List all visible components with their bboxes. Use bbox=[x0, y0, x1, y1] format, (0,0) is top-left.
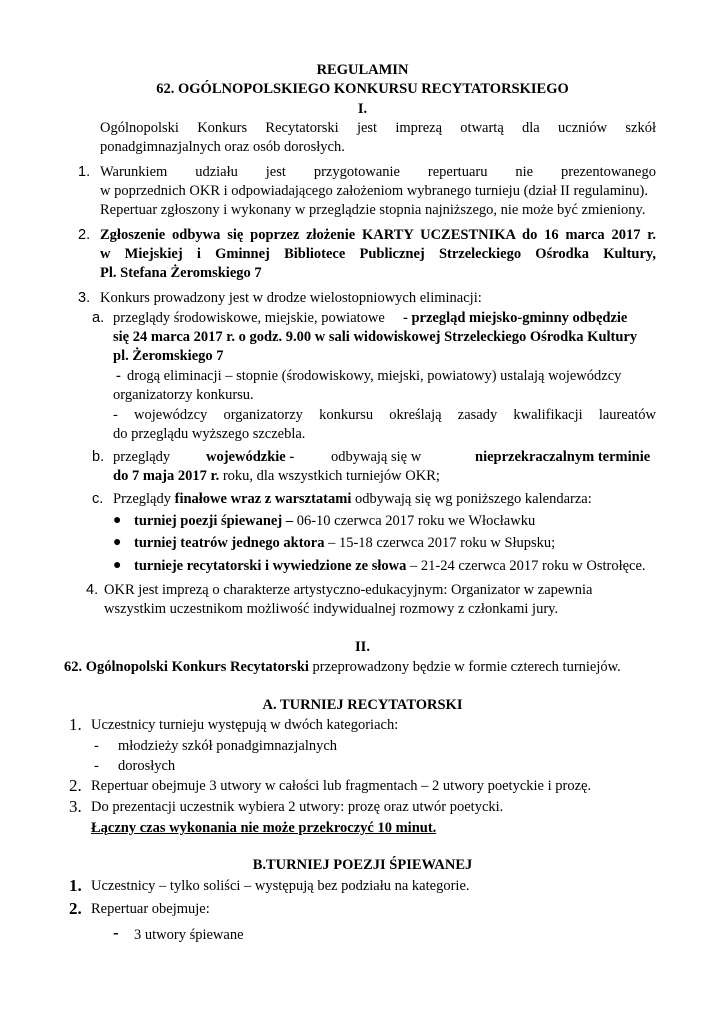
calendar-item-name: turniej teatrów jednego aktora bbox=[134, 535, 325, 551]
section2-intro-rest: przeprowadzony będzie w formie czterech turniejów. bbox=[308, 659, 621, 675]
sub-letter: b. bbox=[92, 449, 105, 465]
calendar-item-name: turniej poezji śpiewanej – bbox=[134, 513, 294, 529]
turniej-b-heading: B.TURNIEJ POEZJI ŚPIEWANEJ bbox=[252, 857, 473, 873]
item-number: 1. bbox=[69, 715, 82, 734]
calendar-item-name: turnieje recytatorski i wywiedzione ze słowa bbox=[134, 558, 407, 574]
document-subtitle: 62. OGÓLNOPOLSKIEGO KONKURSU RECYTATORSKIEGO bbox=[156, 81, 569, 97]
item3b-word-4: nieprzekraczalnym terminie bbox=[475, 449, 651, 465]
item3a-line-7: do przeglądu wyższego szczebla. bbox=[113, 426, 306, 442]
item3-line-1: Konkurs prowadzony jest w drodze wielostopniowych eliminacji: bbox=[100, 290, 482, 306]
item1-line-2: w poprzednich OKR i odpowiadającego założeniom wybranego turnieju (dział II regulaminu). bbox=[100, 183, 648, 199]
item2-line-3: Pl. Stefana Żeromskiego 7 bbox=[100, 265, 262, 281]
item-number: 2. bbox=[69, 776, 82, 795]
category-item: dorosłych bbox=[118, 758, 176, 774]
turniej-a-item: Uczestnicy turnieju występują w dwóch kategoriach: bbox=[91, 717, 399, 733]
repertoire-item: 3 utwory śpiewane bbox=[134, 927, 244, 943]
bullet-icon: ● bbox=[113, 558, 122, 573]
item4-line-2: wszystkim uczestnikom możliwość indywidualnej rozmowy z członkami jury. bbox=[104, 601, 559, 617]
item3c-pre: Przeglądy bbox=[113, 491, 175, 507]
item1-line-3: Repertuar zgłoszony i wykonany w przeglądzie stopnia najniższego, nie może być zmieniony. bbox=[100, 202, 646, 218]
intro-line-2: ponadgimnazjalnych oraz osób dorosłych. bbox=[100, 139, 345, 155]
calendar-item bbox=[134, 511, 535, 531]
time-limit-note: Łączny czas wykonania nie może przekroczyć 10 minut. bbox=[91, 820, 437, 836]
item3b-word-1: przeglądy bbox=[113, 449, 171, 465]
bullet-icon: ● bbox=[113, 535, 122, 550]
section-number-2: II. bbox=[355, 639, 370, 655]
item3c-bold: finałowe wraz z warsztatami bbox=[174, 491, 352, 507]
calendar-item bbox=[134, 533, 555, 553]
item-number: 1. bbox=[78, 164, 91, 180]
section2-intro-bold: 62. Ogólnopolski Konkurs Recytatorski bbox=[64, 659, 309, 675]
dash-marker: - bbox=[113, 923, 119, 942]
item-number: 3. bbox=[69, 797, 82, 816]
calendar-item bbox=[134, 556, 646, 576]
turniej-a-heading: A. TURNIEJ RECYTATORSKI bbox=[262, 697, 463, 713]
item3a-line-1-bold: - przegląd miejsko-gminny odbędzie bbox=[403, 310, 628, 326]
item2-line-2: w Miejskiej i Gminnej Bibliotece Publicznej Strzeleckiego Ośrodka Kultury, bbox=[100, 246, 656, 262]
section-number-1: I. bbox=[357, 101, 368, 117]
item4-line-1: OKR jest imprezą o charakterze artystyczno-edukacyjnym: Organizator w zapewnia bbox=[104, 582, 593, 598]
turniej-a-item: Do prezentacji uczestnik wybiera 2 utwory: prozę oraz utwór poetycki. bbox=[91, 799, 504, 815]
item3b-deadline: do 7 maja 2017 r. bbox=[113, 468, 220, 484]
dash-marker: - bbox=[94, 738, 99, 754]
item3b-line-2 bbox=[113, 466, 440, 486]
bullet-icon: ● bbox=[113, 513, 122, 528]
item3c-post: odbywają się wg poniższego kalendarza: bbox=[351, 491, 592, 507]
turniej-b-item: Uczestnicy – tylko soliści – występują bez podziału na kategorie. bbox=[91, 878, 470, 894]
item3a-line-4: drogą eliminacji – stopnie (środowiskowy, miejski, powiatowy) ustalają wojewódzcy bbox=[127, 368, 622, 384]
calendar-item-detail: 06-10 czerwca 2017 roku we Włocławku bbox=[293, 513, 536, 529]
calendar-item-detail: – 21-24 czerwca 2017 roku w Ostrołęce. bbox=[406, 558, 646, 574]
item3b-line-2-rest: roku, dla wszystkich turniejów OKR; bbox=[219, 468, 440, 484]
section2-intro bbox=[64, 657, 621, 677]
sub-letter: c. bbox=[92, 491, 104, 507]
item3a-line-1-pre: przeglądy środowiskowe, miejskie, powiatowe bbox=[113, 310, 385, 326]
intro-line-1: Ogólnopolski Konkurs Recytatorski jest imprezą otwartą dla uczniów szkół bbox=[100, 120, 656, 136]
item-number: 4. bbox=[86, 582, 99, 598]
item3a-line-2: się 24 marca 2017 r. o godz. 9.00 w sali widowiskowej Strzeleckiego Ośrodka Kultury bbox=[113, 329, 638, 345]
item-number: 2. bbox=[78, 227, 91, 243]
item3a-line-5: organizatorzy konkursu. bbox=[113, 387, 254, 403]
item3c-line bbox=[113, 489, 592, 509]
category-item: młodzieży szkół ponadgimnazjalnych bbox=[118, 738, 338, 754]
item3a-line-3: pl. Żeromskiego 7 bbox=[113, 348, 224, 364]
turniej-b-item: Repertuar obejmuje: bbox=[91, 901, 210, 917]
item1-line-1: Warunkiem udziału jest przygotowanie repertuaru nie prezentowanego bbox=[100, 164, 656, 180]
sub-letter: a. bbox=[92, 310, 105, 326]
document-title: REGULAMIN bbox=[316, 62, 409, 78]
item3a-line-6: - wojewódzcy organizatorzy konkursu określają zasady kwalifikacji laureatów bbox=[113, 407, 656, 423]
dash-marker: - bbox=[94, 758, 99, 774]
item3b-word-3: odbywają się w bbox=[331, 449, 422, 465]
dash-marker: - bbox=[116, 368, 121, 384]
item2-line-1: Zgłoszenie odbywa się poprzez złożenie KARTY UCZESTNIKA do 16 marca 2017 r. bbox=[100, 227, 656, 243]
item3b-word-2: wojewódzkie - bbox=[206, 449, 295, 465]
calendar-item-detail: – 15-18 czerwca 2017 roku w Słupsku; bbox=[324, 535, 556, 551]
item-number: 2. bbox=[69, 899, 82, 918]
item-number: 3. bbox=[78, 290, 91, 306]
item-number: 1. bbox=[69, 876, 82, 895]
turniej-a-item: Repertuar obejmuje 3 utwory w całości lub fragmentach – 2 utwory poetyckie i prozę. bbox=[91, 778, 592, 794]
